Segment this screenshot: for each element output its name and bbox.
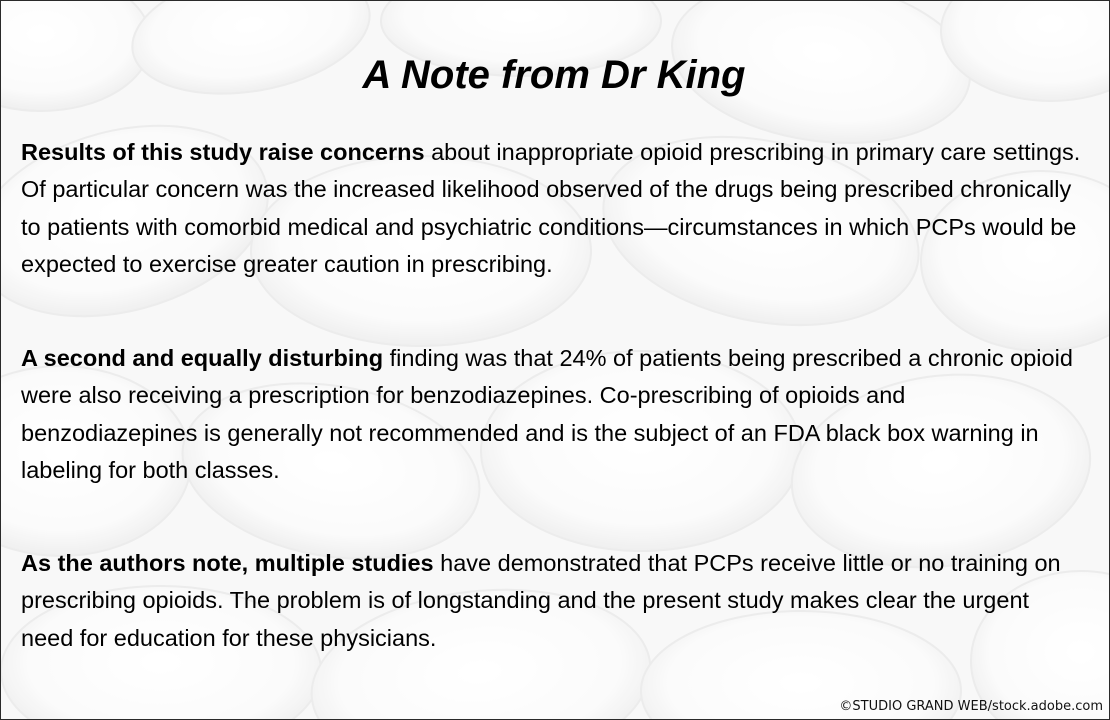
paragraph-authors-note [21,545,1087,657]
slide-title: A Note from Dr King [362,53,746,97]
paragraph-lead: Results of this study raise concerns [21,139,425,165]
paragraph-second-finding [21,340,1087,489]
paragraph-body: about inappropriate opioid prescribing in primary care settings. Of particular concern was the increased likelihood observed of the drugs being prescribed chronically to patients with comorbid medical and psychiatric conditions—circumstances in which PCPs would be expected to exercise greater caution in prescribing. [21,139,1081,277]
paragraph-lead: A second and equally disturbing [21,345,384,371]
image-credit: ©STUDIO GRAND WEB/stock.adobe.com [839,699,1103,714]
slide-content [21,1,1087,719]
paragraph-body: have demonstrated that PCPs receive little or no training on prescribing opioids. The problem is of longstanding and the present study makes clear the urgent need for education for these physicians. [21,550,1061,651]
paragraph-results [21,134,1087,283]
paragraph-lead: As the authors note, multiple studies [21,550,434,576]
paragraph-body: finding was that 24% of patients being prescribed a chronic opioid were also receiving a prescription for benzodiazepines. Co-prescribing of opioids and benzodiazepines is generally not recommended and is the subject of an FDA black box warning in labeling for both classes. [21,345,1073,483]
